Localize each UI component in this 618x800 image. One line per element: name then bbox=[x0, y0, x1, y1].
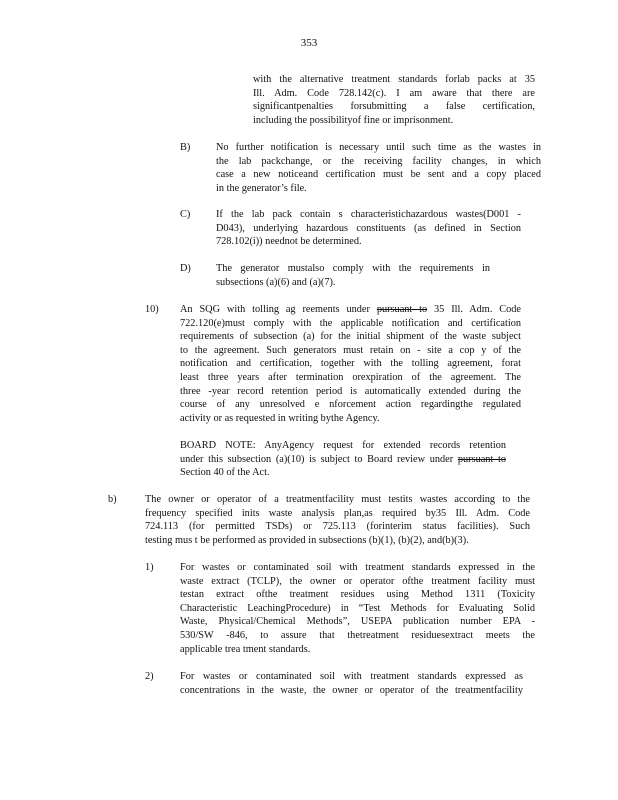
text-line: Section 40 of the Act. bbox=[180, 467, 270, 479]
text-line bbox=[180, 453, 506, 467]
item-marker-10: 10) bbox=[145, 304, 159, 315]
text-line: D043), underlying hazardous constituents (as defined in Section bbox=[216, 222, 521, 234]
text-line: testan extract ofthe treatment residues using Method 1311 (Toxicity bbox=[180, 589, 535, 601]
text-segment: under this subsection (a)(10) is subject to Board review under bbox=[180, 453, 458, 465]
item-C-text bbox=[216, 208, 521, 249]
text-line: 530/SW -846, to assure that thetreatment residuesextract meets the bbox=[180, 629, 535, 641]
text-line: subsections (a)(6) and (a)(7). bbox=[216, 276, 336, 288]
text-line: concentrations in the waste, the owner or operator of the treatmentfacility bbox=[180, 684, 523, 696]
item-10-text bbox=[180, 303, 521, 425]
text-line: For wastes or contaminated soil with treatment standards expressed in the bbox=[180, 562, 535, 573]
text-segment: 35 Ill. Adm. Code bbox=[427, 304, 521, 315]
item-marker-D: D) bbox=[180, 263, 191, 274]
struck-text: pursuant to bbox=[457, 453, 506, 465]
text-line: No further notification is necessary until such time as the wastes in bbox=[216, 142, 541, 153]
text-line: with the alternative treatment standards forlab packs at 35 bbox=[253, 74, 535, 85]
text-line: testing mus t be performed as provided in subsections (b)(1), (b)(2), and(b)(3). bbox=[145, 534, 469, 546]
text-line: applicable trea tment standards. bbox=[180, 643, 311, 655]
text-line: Characteristic LeachingProcedure) in “Test Methods for Evaluating Solid bbox=[180, 602, 535, 614]
text-line: course of any unresolved e nforcement action regardingthe regulated bbox=[180, 399, 521, 411]
item-b-text bbox=[145, 493, 530, 547]
struck-text: pursuant to bbox=[376, 304, 428, 315]
certification-continuation bbox=[253, 73, 535, 127]
text-line: notification and certification, together with the tolling agreement, forat bbox=[180, 358, 521, 370]
text-line: in the generator’s file. bbox=[216, 182, 307, 194]
text-line: The owner or operator of a treatmentfacility must testits wastes according to the bbox=[145, 494, 530, 505]
item-marker-B: B) bbox=[180, 142, 191, 153]
item-B-text bbox=[216, 141, 541, 195]
item-2-text bbox=[180, 670, 523, 697]
text-line: The generator mustalso comply with the requirements in bbox=[216, 263, 490, 274]
text-line: Ill. Adm. Code 728.142(c). I am aware that there are bbox=[253, 87, 535, 99]
text-line: least three years after termination orexpiration of the agreement. The bbox=[180, 371, 521, 383]
text-line: three -year record retention period is automatically extended during the bbox=[180, 385, 521, 397]
board-note bbox=[180, 439, 506, 480]
text-segment: An SQG with tolling ag reements under bbox=[180, 304, 377, 315]
item-marker-C: C) bbox=[180, 209, 191, 220]
item-1-text bbox=[180, 561, 535, 656]
text-line: BOARD NOTE: AnyAgency request for extended records retention bbox=[180, 440, 506, 451]
text-line: Waste, Physical/Chemical Methods”, USEPA publication number EPA - bbox=[180, 616, 535, 628]
text-line: the lab packchange, or the receiving facility changes, in which bbox=[216, 155, 541, 167]
text-line: 724.113 (for permitted TSDs) or 725.113 (forinterim status facilities). Such bbox=[145, 521, 530, 533]
item-marker-b: b) bbox=[108, 494, 117, 505]
text-line: requirements of subsection (a) for the initial shipment of the waste subject bbox=[180, 331, 521, 343]
page-number: 353 bbox=[300, 37, 318, 49]
text-line: 722.120(e)must comply with the applicable notification and certification bbox=[180, 317, 521, 329]
text-line: case a new noticeand certification must be sent and a copy placed bbox=[216, 169, 541, 181]
item-marker-2: 2) bbox=[145, 671, 154, 682]
text-line: to the agreement. Such generators must retain on - site a cop y of the bbox=[180, 344, 521, 356]
text-line: significantpenalties forsubmitting a false certification, bbox=[253, 101, 535, 113]
text-line: frequency specified inits waste analysis plan,as required by35 Ill. Adm. Code bbox=[145, 507, 530, 519]
item-marker-1: 1) bbox=[145, 562, 154, 573]
text-line: 728.102(i)) neednot be determined. bbox=[216, 236, 362, 248]
text-line: If the lab pack contain s characteristichazardous wastes(D001 - bbox=[216, 209, 521, 220]
text-line: activity or as requested in writing bythe Agency. bbox=[180, 412, 380, 424]
text-line bbox=[180, 303, 521, 317]
text-line: waste extract (TCLP), the owner or operator ofthe treatment facility must bbox=[180, 575, 535, 587]
text-line: including the possibilityof fine or imprisonment. bbox=[253, 114, 454, 126]
item-D-text bbox=[216, 262, 490, 289]
text-line: For wastes or contaminated soil with treatment standards expressed as bbox=[180, 671, 523, 682]
